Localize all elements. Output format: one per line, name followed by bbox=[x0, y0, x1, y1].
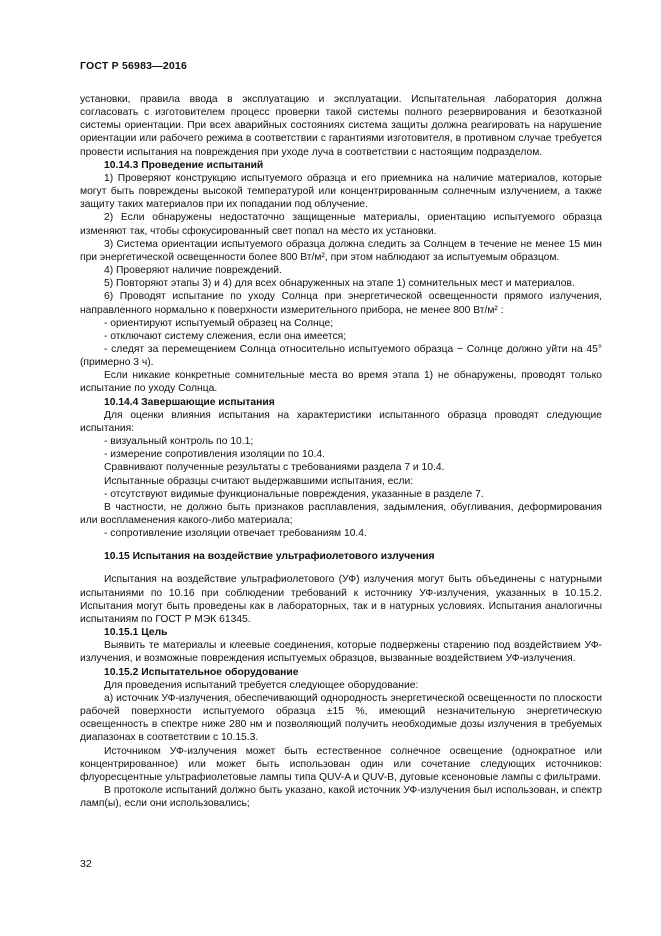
paragraph: - сопротивление изоляции отвечает требованиям 10.4. bbox=[104, 528, 367, 540]
section-heading: 10.14.3 Проведение испытаний bbox=[104, 159, 264, 171]
paragraph: Выявить те материалы и клеевые соединения, которые подвержены старению под воздействием УФ-излучения, и возможные повреждения испытуемых образцов, вызванные воздействием УФ-излучения. bbox=[80, 640, 602, 665]
section-heading: 10.15 Испытания на воздействие ультрафиолетового излучения bbox=[104, 551, 435, 563]
paragraph: 3) Система ориентации испытуемого образца должна следить за Солнцем в течение не менее 15 мин при энергетической освещенности более 800 Вт/м², при этом наблюдают за испытуемым образцом. bbox=[80, 238, 602, 263]
paragraph: - измерение сопротивления изоляции по 10.4. bbox=[104, 449, 325, 461]
paragraph: В протоколе испытаний должно быть указано, какой источник УФ-излучения был использован, и спектр ламп(ы), если они использовались; bbox=[80, 784, 602, 810]
paragraph: Источником УФ-излучения может быть естественное солнечное освещение (однократное или концентрированное) или может быть использован один или сочетание следующих источников: флуоресцентные ультрафиолетовые лампы типа QUV-A и QUV-B, дуговые ксеноновые лампы с фильтрами. bbox=[80, 745, 602, 783]
paragraph: 6) Проводят испытание по уходу Солнца при энергетической освещенности прямого излучения, направленного нормально к поверхности измерительного прибора, не менее 800 Вт/м² : bbox=[80, 291, 602, 316]
paragraph: - следят за перемещением Солнца относительно испытуемого образца − Солнце должно уйти на 45°(примерно 3 ч). bbox=[80, 343, 602, 369]
document-header: ГОСТ Р 56983—2016 bbox=[80, 60, 188, 72]
paragraph: - ориентируют испытуемый образец на Солнце; bbox=[104, 317, 334, 329]
page-number: 32 bbox=[80, 858, 92, 870]
paragraph: - визуальный контроль по 10.1; bbox=[104, 436, 254, 448]
paragraph: Испытанные образцы считают выдержавшими испытания, если: bbox=[104, 475, 414, 487]
paragraph: В частности, не должно быть признаков расплавления, задымления, обугливания, деформирования или воспламенения какого-либо материала; bbox=[80, 501, 602, 526]
paragraph: установки, правила ввода в эксплуатацию и эксплуатации. Испытательная лаборатория должна согласовать с изготовителем процесс проверки такой системы полного резервирования и безотказной системы ориентации. При всех аварийных состояниях система защиты должна реагировать на нарушение ориентации или рабочего режима в соответствии с гарантиями изготовителя, в противном случае требуется провести испытания на повреждения при уходе луча в соответствии с настоящим подразделом. bbox=[80, 94, 602, 158]
paragraph: 1) Проверяют конструкцию испытуемого образца и его приемника на наличие материалов, которые могут быть повреждены высокой температурой или концентрированным солнечным излучением, а также защиту таких материалов при их попадании под облучение. bbox=[80, 172, 602, 211]
paragraph: Испытания на воздействие ультрафиолетового (УФ) излучения могут быть объединены с натурными испытаниями по 10.16 при соблюдении требований к источнику УФ-излучения, указанных в 10.15.2. Испытания могут быть проведены как в лабораторных, так и в натурных условиях. Испытания аналогичны испытаниям по ГОСТ Р МЭК 61345. bbox=[80, 574, 602, 625]
paragraph: Для проведения испытаний требуется следующее оборудование: bbox=[104, 679, 419, 691]
paragraph: Сравнивают полученные результаты с требованиями раздела 7 и 10.4. bbox=[104, 462, 445, 474]
section-heading: 10.14.4 Завершающие испытания bbox=[104, 396, 275, 408]
paragraph: - отключают систему слежения, если она имеется; bbox=[104, 330, 347, 342]
paragraph: 2) Если обнаружены недостаточно защищенные материалы, ориентацию испытуемого образца изменяют так, чтобы сфокусированный свет попал на место их установки. bbox=[80, 212, 602, 237]
paragraph: Если никакие конкретные сомнительные места во время этапа 1) не обнаружены, проводят только испытание по уходу Солнца. bbox=[80, 370, 602, 395]
paragraph: а) источник УФ-излучения, обеспечивающий однородность энергетической освещенности по плоскости рабочей поверхности испытуемого образца ±15 %, имеющий незначительную энергетическую освещенность в спектре ниже 280 нм и позволяющий получить необходимые дозы излучения в требуемых диапазонах в соответствии с 10.15.3. bbox=[80, 692, 602, 744]
section-heading: 10.15.2 Испытательное оборудование bbox=[104, 666, 299, 678]
paragraph: 4) Проверяют наличие повреждений. bbox=[104, 265, 282, 277]
paragraph: Для оценки влияния испытания на характеристики испытанного образца проводят следующие испытания: bbox=[80, 409, 602, 434]
paragraph: 5) Повторяют этапы 3) и 4) для всех обнаруженных на этапе 1) сомнительных мест и материалов. bbox=[104, 278, 575, 290]
section-heading: 10.15.1 Цель bbox=[104, 627, 168, 639]
document-body bbox=[80, 93, 602, 810]
paragraph: - отсутствуют видимые функциональные повреждения, указанные в разделе 7. bbox=[104, 488, 484, 500]
